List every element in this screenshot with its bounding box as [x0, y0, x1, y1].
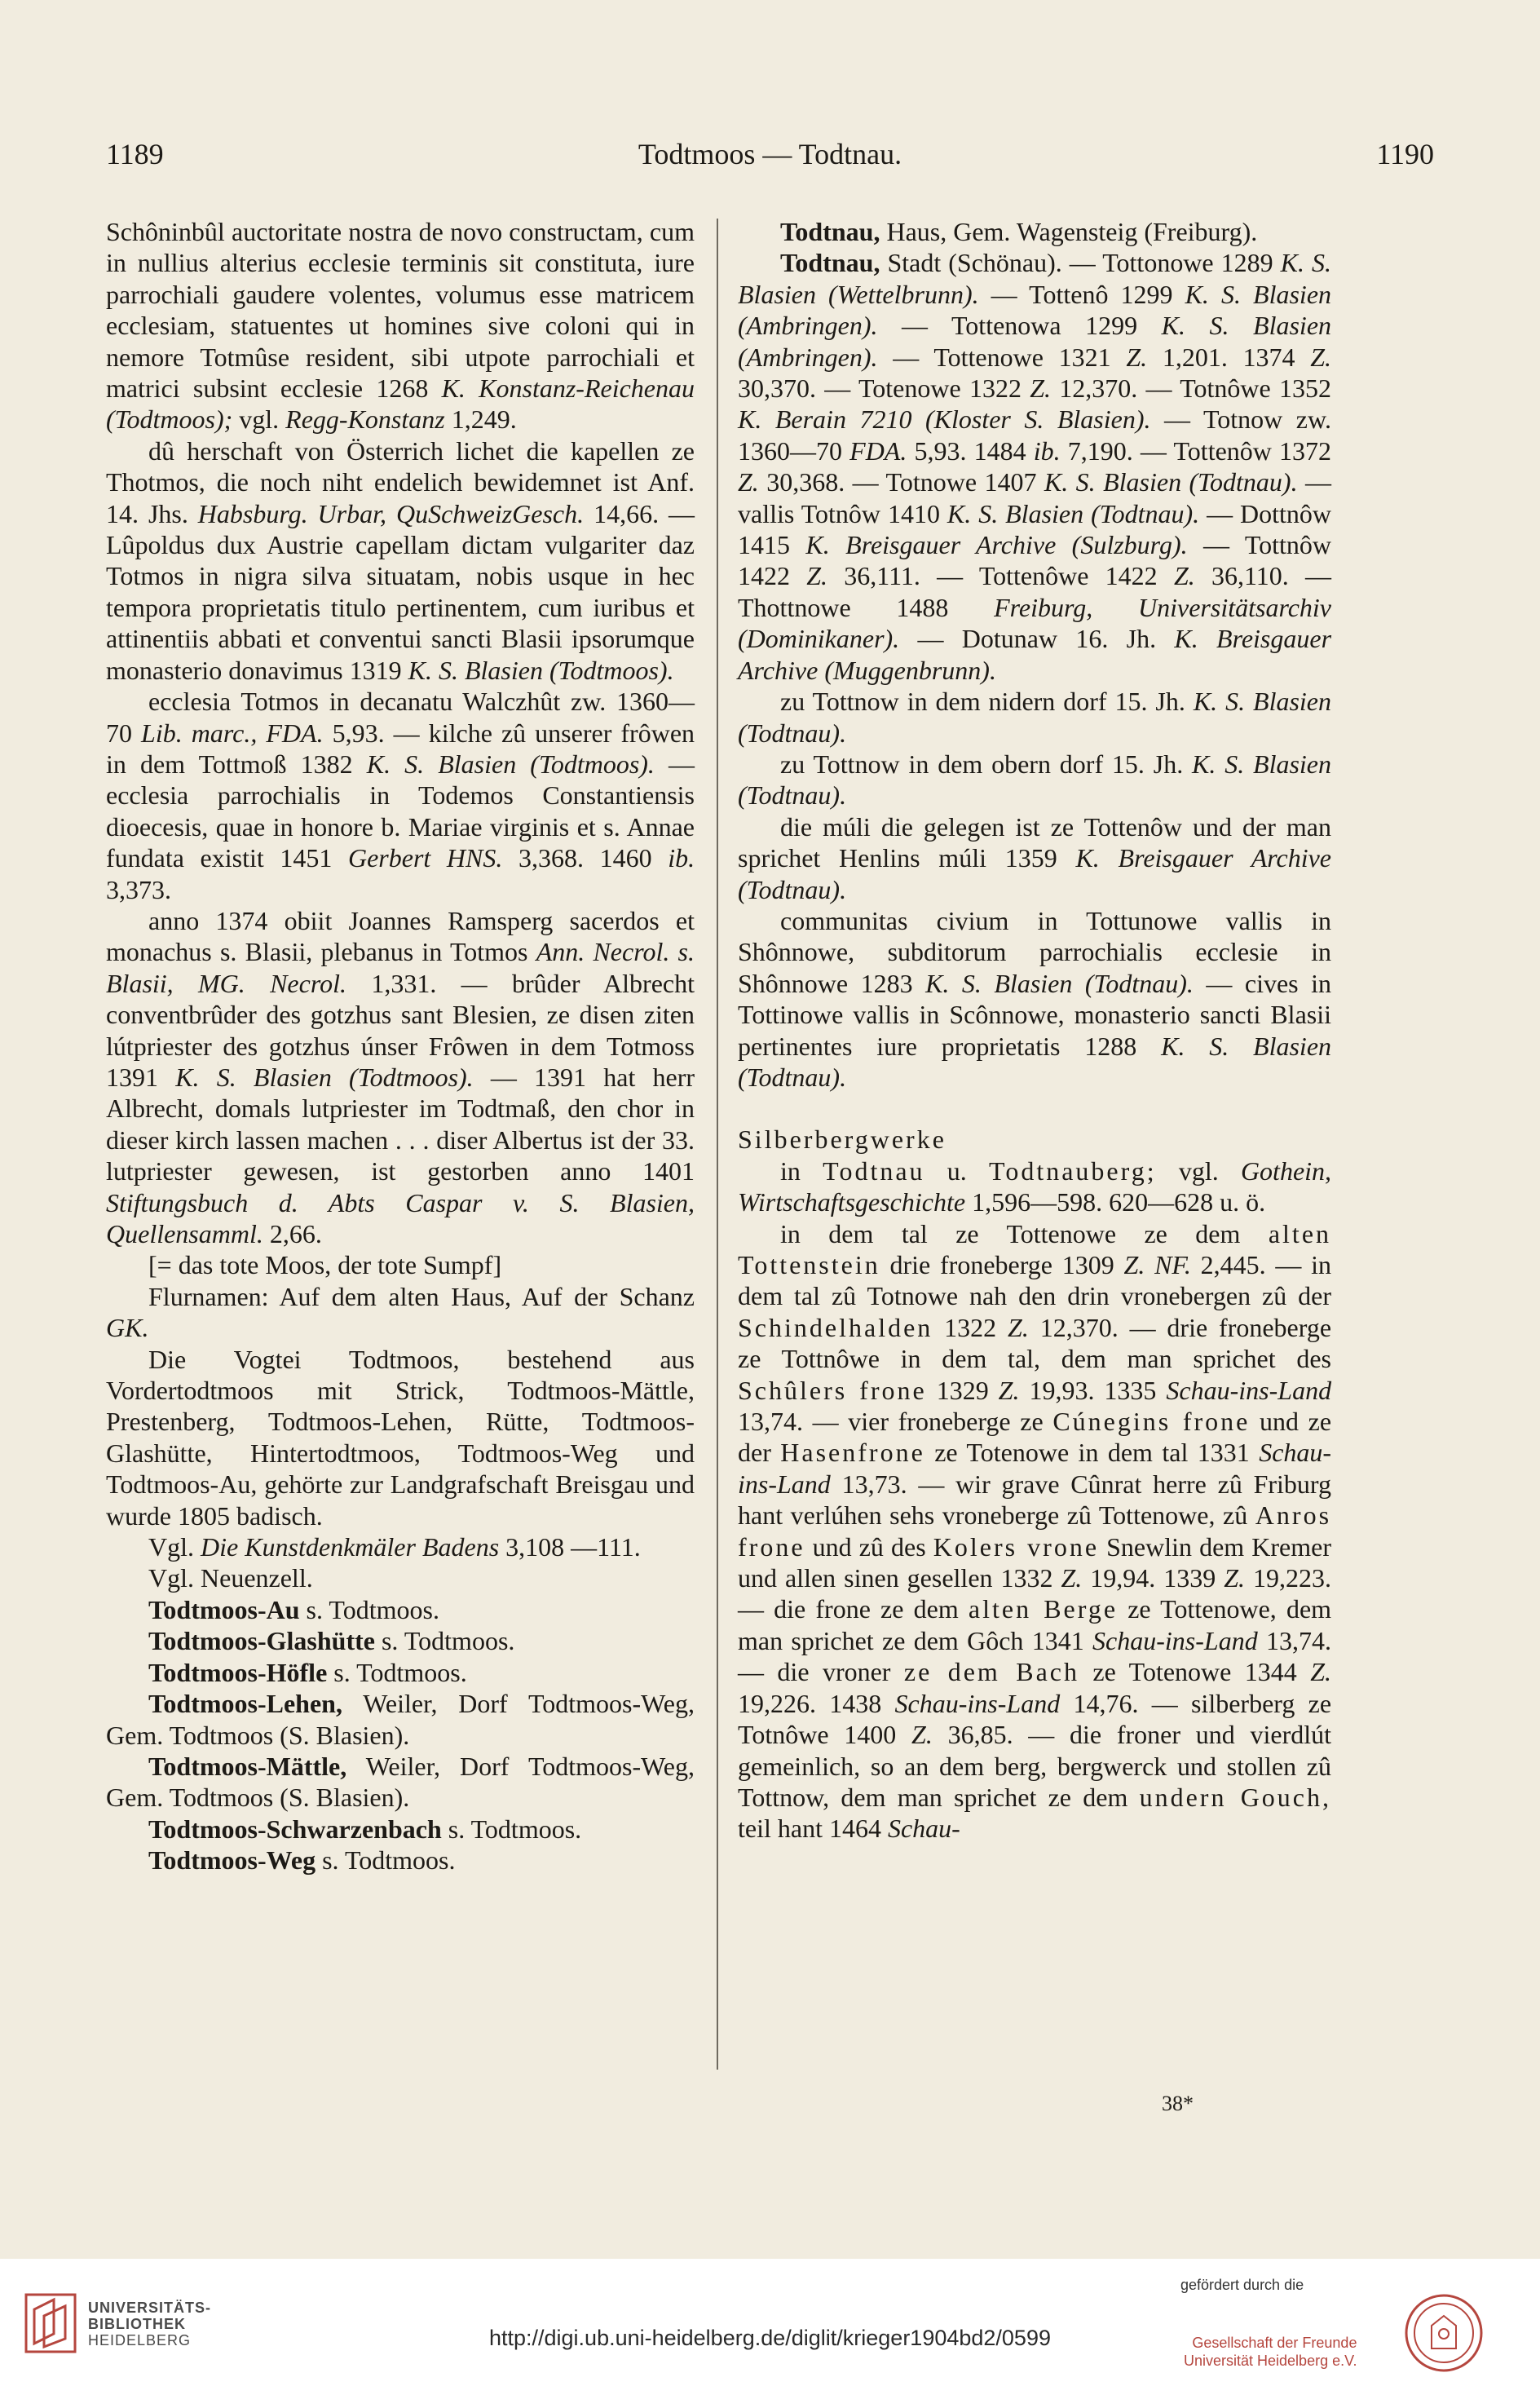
- right-column: [738, 216, 1331, 1845]
- entry: Todtmoos-Au s. Todtmoos.: [148, 1594, 439, 1624]
- entry: Todtmoos-Höfle s. Todtmoos.: [148, 1657, 467, 1687]
- section-heading: Silberbergwerke: [738, 1125, 947, 1155]
- entry-list: [106, 1594, 695, 1876]
- section-gap: [738, 1093, 1331, 1124]
- running-header: [106, 137, 1434, 178]
- entry: Todtmoos-Mättle, Weiler, Dorf Todtmoos-Weg, Gem. Todtmoos (S. Blasien).: [106, 1751, 695, 1813]
- university-seal-icon: [1404, 2293, 1484, 2373]
- paragraph: communitas civium in Tottunowe vallis in Shônnowe, subditorum parrochialis ecclesie in Shônnowe 1283 K. S. Blasien (Todtnau). — cives in Tottinowe vallis in Scônnowe, monasterio sancti Blasii pertinentes iure proprietatis 1288 K. S. Blasien (Todtnau).: [738, 905, 1332, 1092]
- column-divider: [717, 219, 718, 2070]
- paragraph: die múli die gelegen ist ze Tottenôw und der man sprichet Henlins múli 1359 K. Breisgauer Archive (Todtnau).: [738, 811, 1332, 904]
- permalink-url[interactable]: http://digi.ub.uni-heidelberg.de/diglit/krieger1904bd2/0599: [488, 2326, 1051, 2350]
- signature-mark: 38*: [1162, 2092, 1194, 2115]
- page-number-left: 1189: [106, 138, 164, 170]
- entry: Todtmoos-Lehen, Weiler, Dorf Todtmoos-Weg, Gem. Todtmoos (S. Blasien).: [106, 1689, 695, 1750]
- paragraph: zu Tottnow in dem obern dorf 15. Jh. K. S. Blasien (Todtnau).: [738, 749, 1332, 811]
- society-name: Gesellschaft der Freunde Universität Heidelberg e.V.: [1184, 2335, 1357, 2369]
- page-number-right: 1190: [1376, 138, 1434, 170]
- paragraph: Schôninbûl auctoritate nostra de novo constructam, cum in nullius alterius ecclesie terminis sit constituta, iure parrochiali gaudere volentes, volumus esse matricem ecclesiam, statuentes ut homines sive coloni qui in nemore Totmûse resident, sibi utpote parrochiali et matrici subsint ecclesie 1268 K. Konstanz-Reichenau (Todtmoos); vgl. Regg-Konstanz 1,249.: [106, 217, 695, 435]
- paragraph: ecclesia Totmos in decanatu Walczhût zw. 1360—70 Lib. marc., FDA. 5,93. — kilche zû unserer frôwen in dem Tottmoß 1382 K. S. Blasien (Todtmoos). — ecclesia parrochialis in Todemos Constantiensis dioecesis, quae in honore b. Mariae virginis et s. Annae fundata existit 1451 Gerbert HNS. 3,368. 1460 ib. 3,373.: [106, 687, 695, 904]
- paragraph: Vgl. Neuenzell.: [148, 1563, 313, 1593]
- paragraph: Flurnamen: Auf dem alten Haus, Auf der Schanz GK.: [106, 1281, 695, 1343]
- paragraph: zu Tottnow in dem nidern dorf 15. Jh. K. S. Blasien (Todtnau).: [738, 687, 1332, 748]
- entry: Todtmoos-Weg s. Todtmoos.: [148, 1845, 456, 1876]
- entry: Todtnau, Stadt (Schönau). — Tottonowe 1289 K. S. Blasien (Wettelbrunn). — Tottenô 1299 K. S. Blasien (Ambringen). — Tottenowa 1299 K. S. Blasien (Ambringen). — Tottenowe 1321 Z. 1,201. 1374 Z. 30,370. — Totenowe 1322 Z. 12,370. — Totnôwe 1352 K. Berain 7210 (Kloster S. Blasien). — Totnow zw. 1360—70 FDA. 5,93. 1484 ib. 7,190. — Tottenôw 1372 Z. 30,368. — Totnowe 1407 K. S. Blasien (Todtnau). — vallis Totnôw 1410 K. S. Blasien (Todtnau). — Dottnôw 1415 K. Breisgauer Archive (Sulzburg). — Tottnôw 1422 Z. 36,111. — Tottenôwe 1422 Z. 36,110. — Thottnowe 1488 Freiburg, Universitätsarchiv (Dominikaner). — Dotunaw 16. Jh. K. Breisgauer Archive (Muggenbrunn).: [738, 248, 1332, 685]
- entry: Todtmoos-Schwarzenbach s. Todtmoos.: [148, 1814, 582, 1844]
- paragraph: Die Vogtei Todtmoos, bestehend aus Vordertodtmoos mit Strick, Todtmoos-Mättle, Prestenberg, Todtmoos-Lehen, Rütte, Todtmoos-Glashütte, Hintertodtmoos, Todtmoos-Weg und Todtmoos-Au, gehörte zur Landgrafschaft Breisgau und wurde 1805 badisch.: [106, 1344, 695, 1531]
- entry: Todtmoos-Glashütte s. Todtmoos.: [148, 1626, 515, 1656]
- paragraph: Vgl. Die Kunstdenkmäler Badens 3,108 —111.: [148, 1532, 641, 1562]
- paragraph: in dem tal ze Tottenowe ze dem alten Tottenstein drie froneberge 1309 Z. NF. 2,445. — in dem tal zû Totnowe nah den drin vronebergen zû der Schindelhalden 1322 Z. 12,370. — drie froneberge ze Tottnôwe in dem tal, dem man sprichet des Schûlers frone 1329 Z. 19,93. 1335 Schau-ins-Land 13,74. — vier froneberge ze Cúnegins frone und ze der Hasenfrone ze Totenowe in dem tal 1331 Schau-ins-Land 13,73. — wir grave Cûnrat herre zû Friburg hant verlúhen sehs vroneberge zû Tottenowe, zû Anros frone und zû des Kolers vrone Snewlin dem Kremer und allen sinen gesellen 1332 Z. 19,94. 1339 Z. 19,223. — die frone ze dem alten Berge ze Tottenowe, dem man sprichet ze dem Gôch 1341 Schau-ins-Land 13,74. — die vroner ze dem Bach ze Totenowe 1344 Z. 19,226. 1438 Schau-ins-Land 14,76. — silberberg ze Totnôwe 1400 Z. 36,85. — die froner und vierdlút gemeinlich, so an dem berg, bergwerck und stollen zû Tottnow, dem man sprichet ze dem undern Gouch, teil hant 1464 Schau-: [738, 1218, 1332, 1844]
- paragraph: [= das tote Moos, der tote Sumpf]: [148, 1250, 502, 1280]
- library-name: UNIVERSITÄTS- BIBLIOTHEK HEIDELBERG: [88, 2300, 212, 2348]
- paragraph: in Todtnau u. Todtnauberg; vgl. Gothein, Wirtschaftsgeschichte 1,596—598. 620—628 u. ö.: [738, 1155, 1332, 1217]
- paragraph: anno 1374 obiit Joannes Ramsperg sacerdos et monachus s. Blasii, plebanus in Totmos Ann. Necrol. s. Blasii, MG. Necrol. 1,331. — brûder Albrecht conventbrûder des gotzhus sant Blesien, ze disen ziten lútpriester des gotzhus únser Frôwen in dem Totmoss 1391 K. S. Blasien (Todtmoos). — 1391 hat herr Albrecht, domals lutpriester im Todtmaß, den chor in dieser kirch lassen machen . . . diser Albertus ist der 33. lutpriester gewesen, ist gestorben anno 1401 Stiftungsbuch d. Abts Caspar v. S. Blasien, Quellensamml. 2,66.: [106, 905, 695, 1248]
- left-column: [106, 216, 695, 1876]
- paragraph: dû herschaft von Österrich lichet die kapellen ze Thotmos, die noch niht endelich bewidemnet ist Anf. 14. Jhs. Habsburg. Urbar, QuSchweizGesch. 14,66. — Lûpoldus dux Austrie capellam dictam vulgariter daz Totmos in nigra silva situatam, nobis usque in hec tempora proprietatis titulo pertinentem, cum iuribus et attinentiis abbati et conventui sancti Blasii ipsorumque monasterio donavimus 1319 K. S. Blasien (Todtmoos).: [106, 435, 695, 685]
- entry: Todtnau, Haus, Gem. Wagensteig (Freiburg).: [780, 217, 1258, 246]
- footer-bar: [0, 2259, 1540, 2386]
- support-note: gefördert durch die: [1180, 2277, 1304, 2293]
- running-title: Todtmoos — Todtnau.: [638, 138, 902, 170]
